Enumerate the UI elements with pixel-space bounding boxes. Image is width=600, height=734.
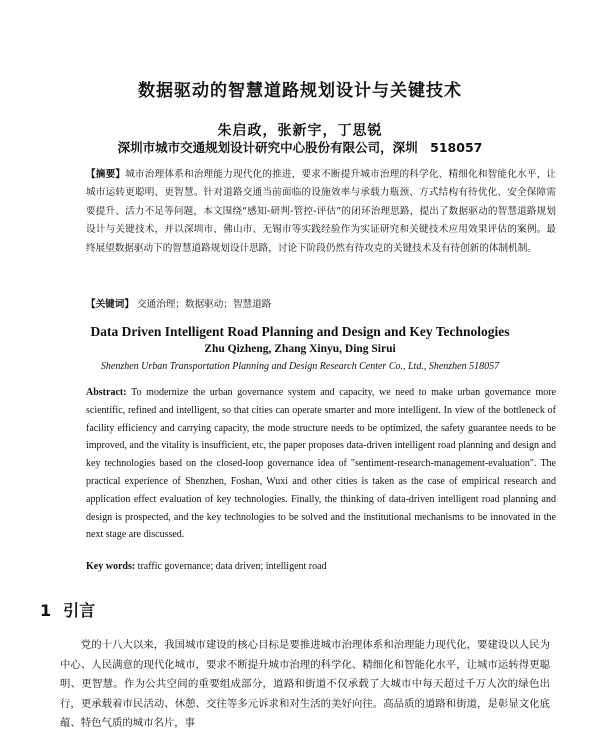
section-title: 引言	[63, 601, 96, 620]
affiliation-en: Shenzhen Urban Transportation Planning and Design Research Center Co., Ltd., Shenzhen 518057	[100, 361, 500, 372]
abstract-en-text: To modernize the urban governance system and capacity, we need to make urban governance more scientific, refined and intelligent, so that cities can operate smarter and more intelligent. In view of the bottleneck of facility efficiency and carrying capacity, the mode structure needs to be optimized, the safety guarantee needs to be improved, and the vitality is insufficient, etc, the paper proposes data-driven intelligent road planning and design and key technologies based on the closed-loop governance idea of "sentiment-research-management-evaluation". The practical experience of Shenzhen, Foshan, Wuxi and other cities is taken as the case of empirical research and application effect evaluation of key technologies. Finally, the thinking of data-driven intelligent road planning and design is prospected, and the key technologies to be solved and the institutional mechanisms to be innovated in the next stage are discussed.	[86, 387, 557, 541]
section-paragraph: 党的十八大以来，我国城市建设的核心目标是要推进城市治理体系和治理能力现代化，要建设以人民为中心、人民满意的现代化城市，要求不断提升城市治理的科学化、精细化和智能化水平，让城市运转得更聪明、更智慧。作为公共空间的重要组成部分，道路和街道不仅承载了大城市中每天超过千万人次的绿色出行，更承载着市民活动、休憩、交往等多元诉求和对生活的美好向往。高品质的道路和街道，是彰显文化底蕴、特色气质的城市名片，事	[60, 639, 550, 729]
abstract-cn	[86, 166, 556, 258]
abstract-en-label: Abstract:	[86, 387, 127, 398]
keywords-cn-label: 【关键词】	[86, 299, 134, 310]
abstract-cn-text: 城市治理体系和治理能力现代化的推进，要求不断提升城市治理的科学化、精细化和智能化水平，让城市运转更聪明、更智慧。针对道路交通当前面临的设施效率与承载力瓶颈、方式结构有待优化、安全保障需要提升、活力不足等问题，本文围绕“感知-研判-管控-评估”的闭环治理思路，提出了数据驱动的智慧道路规划设计与关键技术，并以深圳市、佛山市、无锡市等实践经验作为实证研究和关键技术应用效果评估的案例。最终展望数据驱动下的智慧道路规划设计思路，讨论下阶段仍然有待攻克的关键技术及有待创新的体制机制。	[86, 169, 557, 254]
paper-title-cn: 数据驱动的智慧道路规划设计与关键技术	[138, 81, 462, 101]
section-number: 1	[40, 601, 52, 620]
abstract-en	[86, 384, 556, 544]
affiliation-cn: 深圳市城市交通规划设计研究中心股份有限公司，深圳 518057	[117, 140, 483, 155]
authors-en: Zhu Qizheng, Zhang Xinyu, Ding Sirui	[204, 343, 396, 355]
section-heading	[40, 598, 95, 621]
keywords-cn-text: 交通治理；数据驱动；智慧道路	[137, 299, 272, 310]
keywords-en-label: Key words:	[86, 561, 136, 572]
authors-cn: 朱启政，张新宇，丁思锐	[217, 123, 383, 139]
keywords-en-text: traffic governance; data driven; intelligent road	[137, 561, 327, 572]
abstract-cn-label: 【摘要】	[86, 169, 126, 180]
paper-title-en: Data Driven Intelligent Road Planning and Design and Key Technologies	[90, 324, 510, 339]
keywords-en	[86, 561, 556, 572]
keywords-cn	[86, 296, 556, 310]
